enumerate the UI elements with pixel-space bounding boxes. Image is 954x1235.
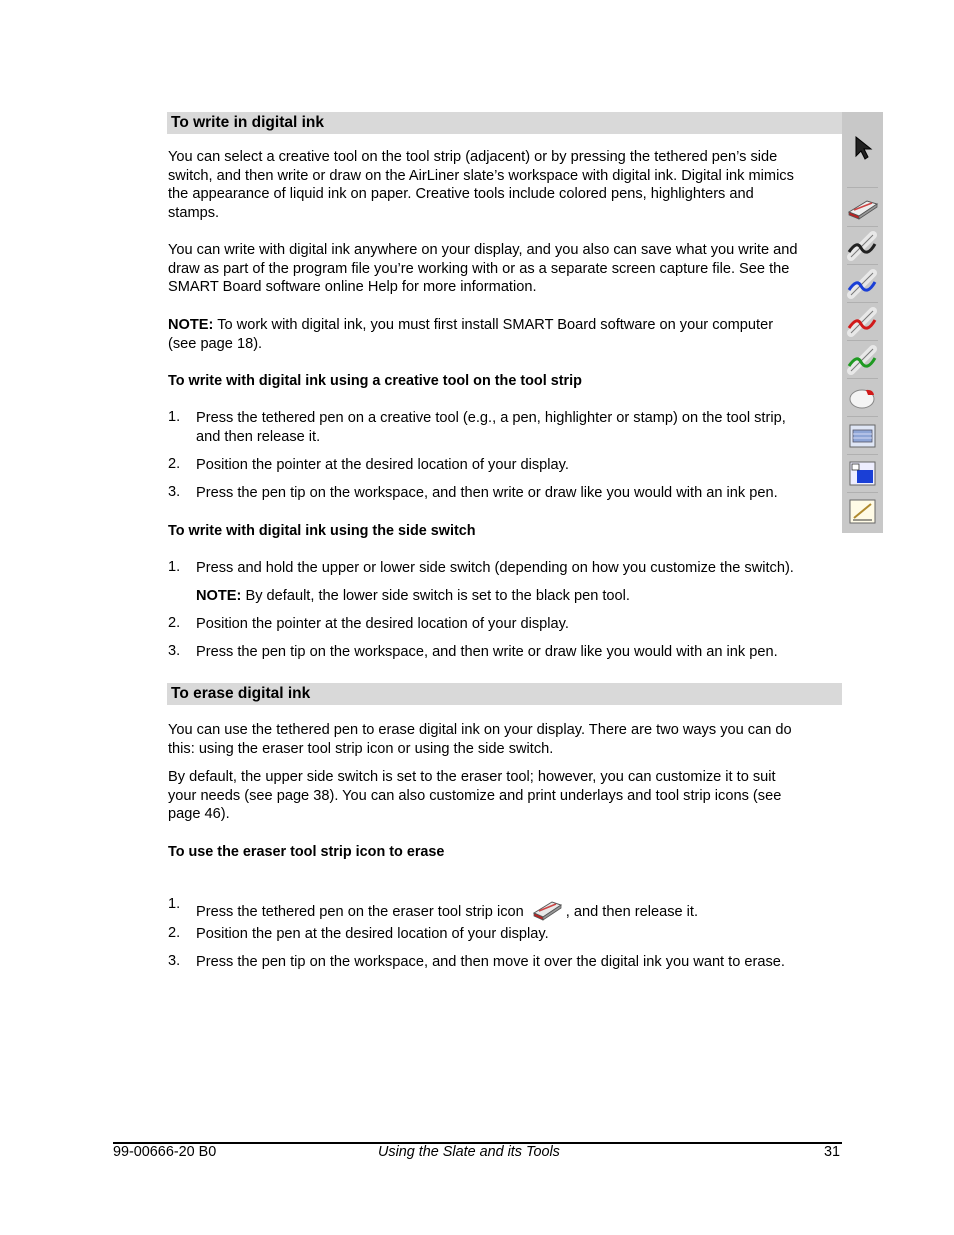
section-heading-bar bbox=[167, 112, 842, 134]
paragraph bbox=[168, 241, 840, 297]
step-note bbox=[196, 587, 841, 606]
procedure-title: To write with digital ink using the side switch bbox=[168, 523, 476, 539]
note-label: NOTE: bbox=[196, 588, 242, 604]
blue-pen-icon bbox=[845, 266, 880, 301]
pointer-icon bbox=[845, 130, 880, 165]
divider bbox=[847, 187, 878, 188]
step-text: Position the pointer at the desired location of your display. bbox=[196, 457, 569, 473]
text-line: this: using the eraser tool strip icon or using the side switch. bbox=[168, 740, 554, 757]
step-number: 3. bbox=[168, 953, 181, 969]
notes-icon bbox=[845, 494, 880, 529]
divider bbox=[847, 226, 878, 227]
note-text: By default, the lower side switch is set to the black pen tool. bbox=[241, 588, 630, 604]
procedure-title: To write with digital ink using a creative tool on the tool strip bbox=[168, 373, 582, 389]
eraser-icon bbox=[530, 896, 564, 922]
footer-chapter: Using the Slate and its Tools bbox=[378, 1144, 560, 1160]
tool-strip bbox=[842, 112, 883, 533]
text-line: SMART Board software online Help for more information. bbox=[168, 279, 537, 296]
text-line: (see page 18). bbox=[168, 335, 263, 352]
step-text: Press the pen tip on the workspace, and then write or draw like you would with an ink pen. bbox=[196, 485, 778, 501]
text-line: You can use the tethered pen to erase digital ink on your display. There are two ways you can do bbox=[168, 722, 792, 738]
text-line: stamps. bbox=[168, 205, 220, 222]
text-line: By default, the upper side switch is set to the eraser tool; however, you can customize it to suit bbox=[168, 769, 776, 785]
divider bbox=[847, 340, 878, 341]
eraser-icon bbox=[845, 190, 880, 225]
step-text: Press the pen tip on the workspace, and then write or draw like you would with an ink pen. bbox=[196, 644, 778, 660]
text-run: Press the tethered pen on the eraser tool strip icon bbox=[196, 904, 528, 920]
step-text: Press the pen tip on the workspace, and then move it over the digital ink you want to erase. bbox=[196, 954, 785, 970]
divider bbox=[847, 378, 878, 379]
paragraph bbox=[168, 721, 840, 758]
step-text bbox=[196, 896, 841, 922]
text-line: draw as part of the program file you’re working with or as a separate screen capture file. See the bbox=[168, 260, 790, 277]
text-line: your needs (see page 38). You can also customize and print underlays and tool strip icons (see bbox=[168, 787, 782, 804]
step-number: 2. bbox=[168, 925, 181, 941]
paragraph bbox=[168, 768, 840, 824]
note-label: NOTE: bbox=[168, 317, 214, 333]
divider bbox=[847, 264, 878, 265]
step-number: 3. bbox=[168, 643, 181, 659]
text-line: You can select a creative tool on the tool strip (adjacent) or by pressing the tethered pen’s side bbox=[168, 149, 778, 165]
step-number: 3. bbox=[168, 484, 181, 500]
section-heading: To erase digital ink bbox=[171, 685, 311, 702]
step-number: 2. bbox=[168, 456, 181, 472]
footer-doc-number: 99-00666-20 B0 bbox=[113, 1144, 217, 1160]
divider bbox=[847, 492, 878, 493]
text-line: and then release it. bbox=[196, 428, 321, 445]
step-text bbox=[196, 409, 841, 446]
step-number: 1. bbox=[168, 896, 181, 912]
text-line: the appearance of liquid ink on paper. Creative tools include colored pens, highlighters and bbox=[168, 186, 754, 203]
step-text: Press and hold the upper or lower side switch (depending on how you customize the switch). bbox=[196, 560, 794, 576]
step-number: 2. bbox=[168, 615, 181, 631]
step-number: 1. bbox=[168, 409, 181, 425]
step-text: Position the pointer at the desired location of your display. bbox=[196, 616, 569, 632]
text-line: Press the tethered pen on a creative tool (e.g., a pen, highlighter or stamp) on the tool strip, bbox=[196, 410, 786, 426]
mouse-icon bbox=[845, 380, 880, 415]
text-line: page 46). bbox=[168, 806, 230, 823]
text-line: switch, and then write or draw on the AirLiner slate’s workspace with digital ink. Digital ink mimics bbox=[168, 167, 794, 184]
black-pen-icon bbox=[845, 228, 880, 263]
divider bbox=[847, 302, 878, 303]
note-paragraph bbox=[168, 316, 840, 353]
note-text: To work with digital ink, you must first install SMART Board software on your computer bbox=[213, 317, 774, 333]
paragraph bbox=[168, 148, 840, 223]
section-heading: To write in digital ink bbox=[171, 114, 324, 131]
section-heading-bar bbox=[167, 683, 842, 705]
green-pen-icon bbox=[845, 342, 880, 377]
text-line: You can write with digital ink anywhere on your display, and you also can save what you write and bbox=[168, 242, 798, 258]
step-number: 1. bbox=[168, 559, 181, 575]
divider bbox=[847, 454, 878, 455]
red-pen-icon bbox=[845, 304, 880, 339]
footer-page-number: 31 bbox=[824, 1144, 841, 1160]
procedure-title: To use the eraser tool strip icon to erase bbox=[168, 844, 445, 860]
step-text: Position the pen at the desired location of your display. bbox=[196, 926, 549, 942]
keyboard-icon bbox=[845, 418, 880, 453]
divider bbox=[847, 416, 878, 417]
screen-capture-icon bbox=[845, 456, 880, 491]
text-run: , and then release it. bbox=[565, 904, 699, 920]
